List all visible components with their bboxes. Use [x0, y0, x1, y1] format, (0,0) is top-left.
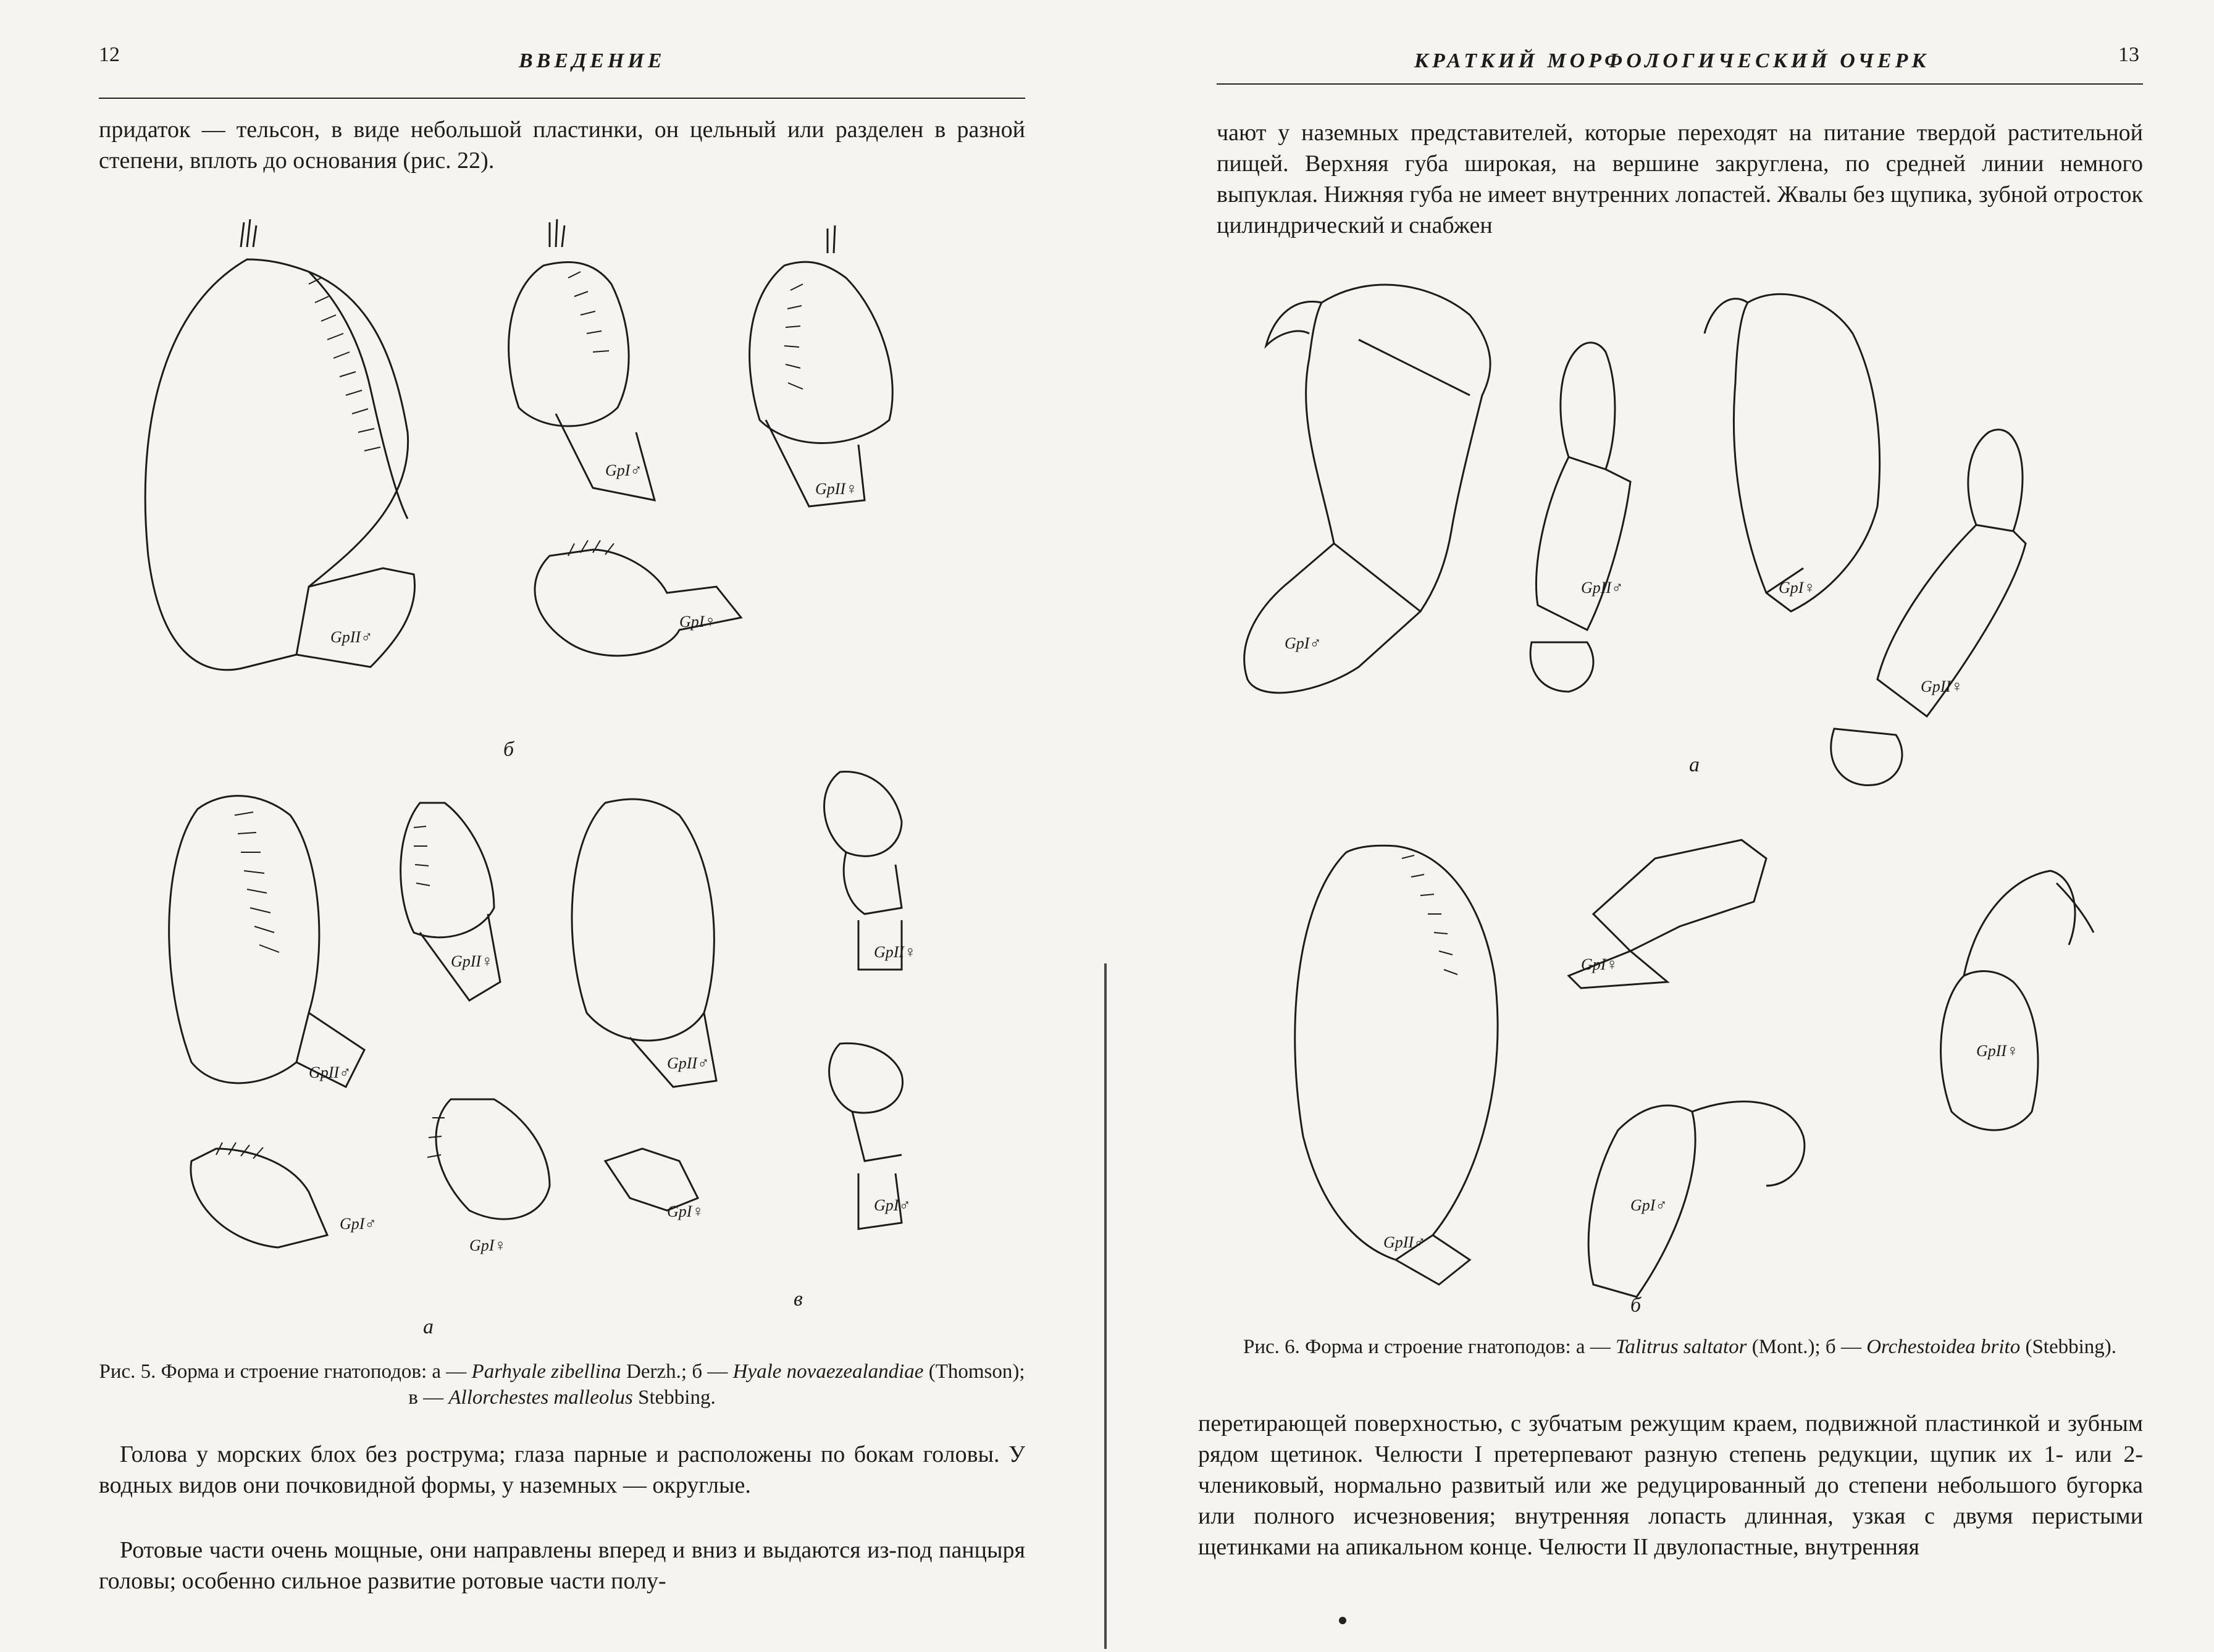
fig5-v-gp1m — [829, 1043, 911, 1229]
figure-6-drawings — [1235, 247, 2124, 1334]
fig6-letter-b: б — [1630, 1294, 1642, 1317]
figure-6-caption: Рис. 6. Форма и строение гнатоподов: а — Talitrus saltator (Mont.); б — Orchestoidea brito (Stebbing). — [1243, 1336, 2117, 1358]
running-head-left: ВВЕДЕНИЕ — [519, 49, 666, 72]
book-spine — [1104, 963, 1107, 1649]
fig5-label-a-gp2f: GpII♀ — [451, 952, 493, 970]
fig5-b-gp1-female — [535, 540, 741, 656]
fig6-label-a-gp1m: GpI♂ — [1285, 634, 1322, 652]
fig5-label-b-gp2m: GpII♂ — [667, 1054, 710, 1072]
fig5-b2-gp2m — [572, 799, 716, 1087]
body-paragraph-mouthparts: Ротовые части очень мощные, они направлены вперед и вниз и выдаются из-под панцыря головы; особенно сильное развитие ротовые части полу- — [99, 1537, 1025, 1594]
fig6-b-gp2-male — [1295, 845, 1498, 1285]
fig5-b2-gp1f — [605, 1149, 704, 1220]
fig6-b-gp1-female — [1569, 840, 1766, 988]
fig6-letter-a: а — [1689, 753, 1700, 776]
fig5-label-a-gp1m: GpI♂ — [340, 1215, 377, 1233]
body-paragraph-head: Голова у морских блох без рострума; глаза парные и расположены по бокам головы. У водных видов они почковидной формы, у наземных — округлые. — [99, 1441, 1025, 1498]
header-rule-left — [99, 98, 1025, 99]
figure-5-svg — [124, 210, 1013, 1359]
page-number-right: 13 — [2118, 43, 2139, 66]
fig5-label-a-gp2m: GpII♂ — [309, 1063, 351, 1081]
fig5-b-gp2-male — [145, 219, 414, 670]
fig5-v-gp2f — [824, 772, 916, 970]
fig5-label-gp2f: GpII♀ — [815, 480, 858, 498]
top-paragraph-left: придаток — тельсон, в виде небольшой пластинки, он цельный или разделен в разной степени, вплоть до основания (рис. 22). — [99, 117, 1025, 174]
fig6-a-gp2-female — [1831, 430, 2026, 786]
fig5-label-a-gp1f: GpI♀ — [469, 1236, 506, 1254]
fig5-a-col2-gp1f — [427, 1099, 550, 1254]
fig5-label-gp2m-big: GpII♂ — [330, 628, 373, 646]
fig6-a-gp1-male — [1244, 285, 1490, 693]
fig6-a-gp2-male — [1530, 343, 1630, 692]
fig5-b-gp1-male — [509, 219, 655, 500]
fig6-label-b-gp2f: GpII♀ — [1976, 1042, 2019, 1060]
print-speck — [1339, 1617, 1346, 1624]
fig6-label-a-gp1f: GpI♀ — [1779, 579, 1816, 597]
figure-5-drawings — [124, 210, 1013, 1359]
fig5-letter-b: б — [503, 738, 514, 761]
fig5-label-b-gp1f: GpI♀ — [667, 1202, 704, 1220]
figure-6-svg — [1235, 247, 2124, 1334]
fig6-label-a-gp2f: GpII♀ — [1921, 677, 1963, 695]
page-number-left: 12 — [99, 43, 120, 66]
fig6-b-gp1-male — [1588, 1102, 1805, 1297]
header-rule-right — [1217, 83, 2143, 85]
fig5-b-gp2-female — [750, 225, 893, 506]
fig5-a-gp2-female — [169, 796, 364, 1087]
fig6-label-b-gp1f: GpI♀ — [1581, 955, 1618, 973]
left-page — [0, 0, 1099, 1652]
fig5-label-gp1m: GpI♂ — [605, 461, 642, 479]
fig6-label-b-gp1m: GpI♂ — [1630, 1196, 1667, 1214]
fig5-label-v-gp1m: GpI♂ — [874, 1196, 911, 1214]
figure-5-caption: Рис. 5. Форма и строение гнатоподов: а — Parhyale zibellina Derzh.; б — Hyale novaezealandiae (Thomson); в — Allorchestes malleolus Stebbing. — [99, 1361, 1025, 1409]
fig5-letter-v: в — [794, 1288, 803, 1310]
body-paragraph-maxillae: перетирающей поверхностью, с зубчатым режущим краем, подвижной пластинкой и зубным рядом щетинок. Челюсти I претерпевают разную степень редукции, щупик их 1- или 2-члениковый, нормально развитый или же редуцированный до степени небольшого бугорка или полного исчезновения; внутренняя лопасть длинная, узкая с двумя перистыми щетинками на апикальном конце. Челюсти II двулопастные, внутренняя — [1198, 1411, 2143, 1560]
fig6-a-gp1-female — [1705, 294, 1880, 611]
fig6-label-a-gp2m: GpII♂ — [1581, 579, 1624, 597]
fig6-label-b-gp2m: GpII♂ — [1383, 1233, 1426, 1251]
fig5-label-v-gp2f: GpII♀ — [874, 943, 916, 961]
right-page — [1112, 0, 2214, 1652]
running-head-right: КРАТКИЙ МОРФОЛОГИЧЕСКИЙ ОЧЕРК — [1414, 49, 1930, 72]
fig5-letter-a: а — [423, 1315, 434, 1338]
fig5-a-col2-gp2f — [401, 803, 500, 1000]
fig6-b-gp2-female — [1941, 871, 2094, 1130]
fig5-label-gp1f: GpI♀ — [679, 613, 716, 631]
fig5-a-gp1-male — [191, 1143, 377, 1247]
top-paragraph-right: чают у наземных представителей, которые переходят на питание твердой растительной пищей. Верхняя губа широкая, на вершине закруглена, по средней линии немного выпуклая. Нижняя губа не имеет внутренних лопастей. Жвалы без щупика, зубной отросток цилиндрический и снабжен — [1217, 120, 2143, 238]
